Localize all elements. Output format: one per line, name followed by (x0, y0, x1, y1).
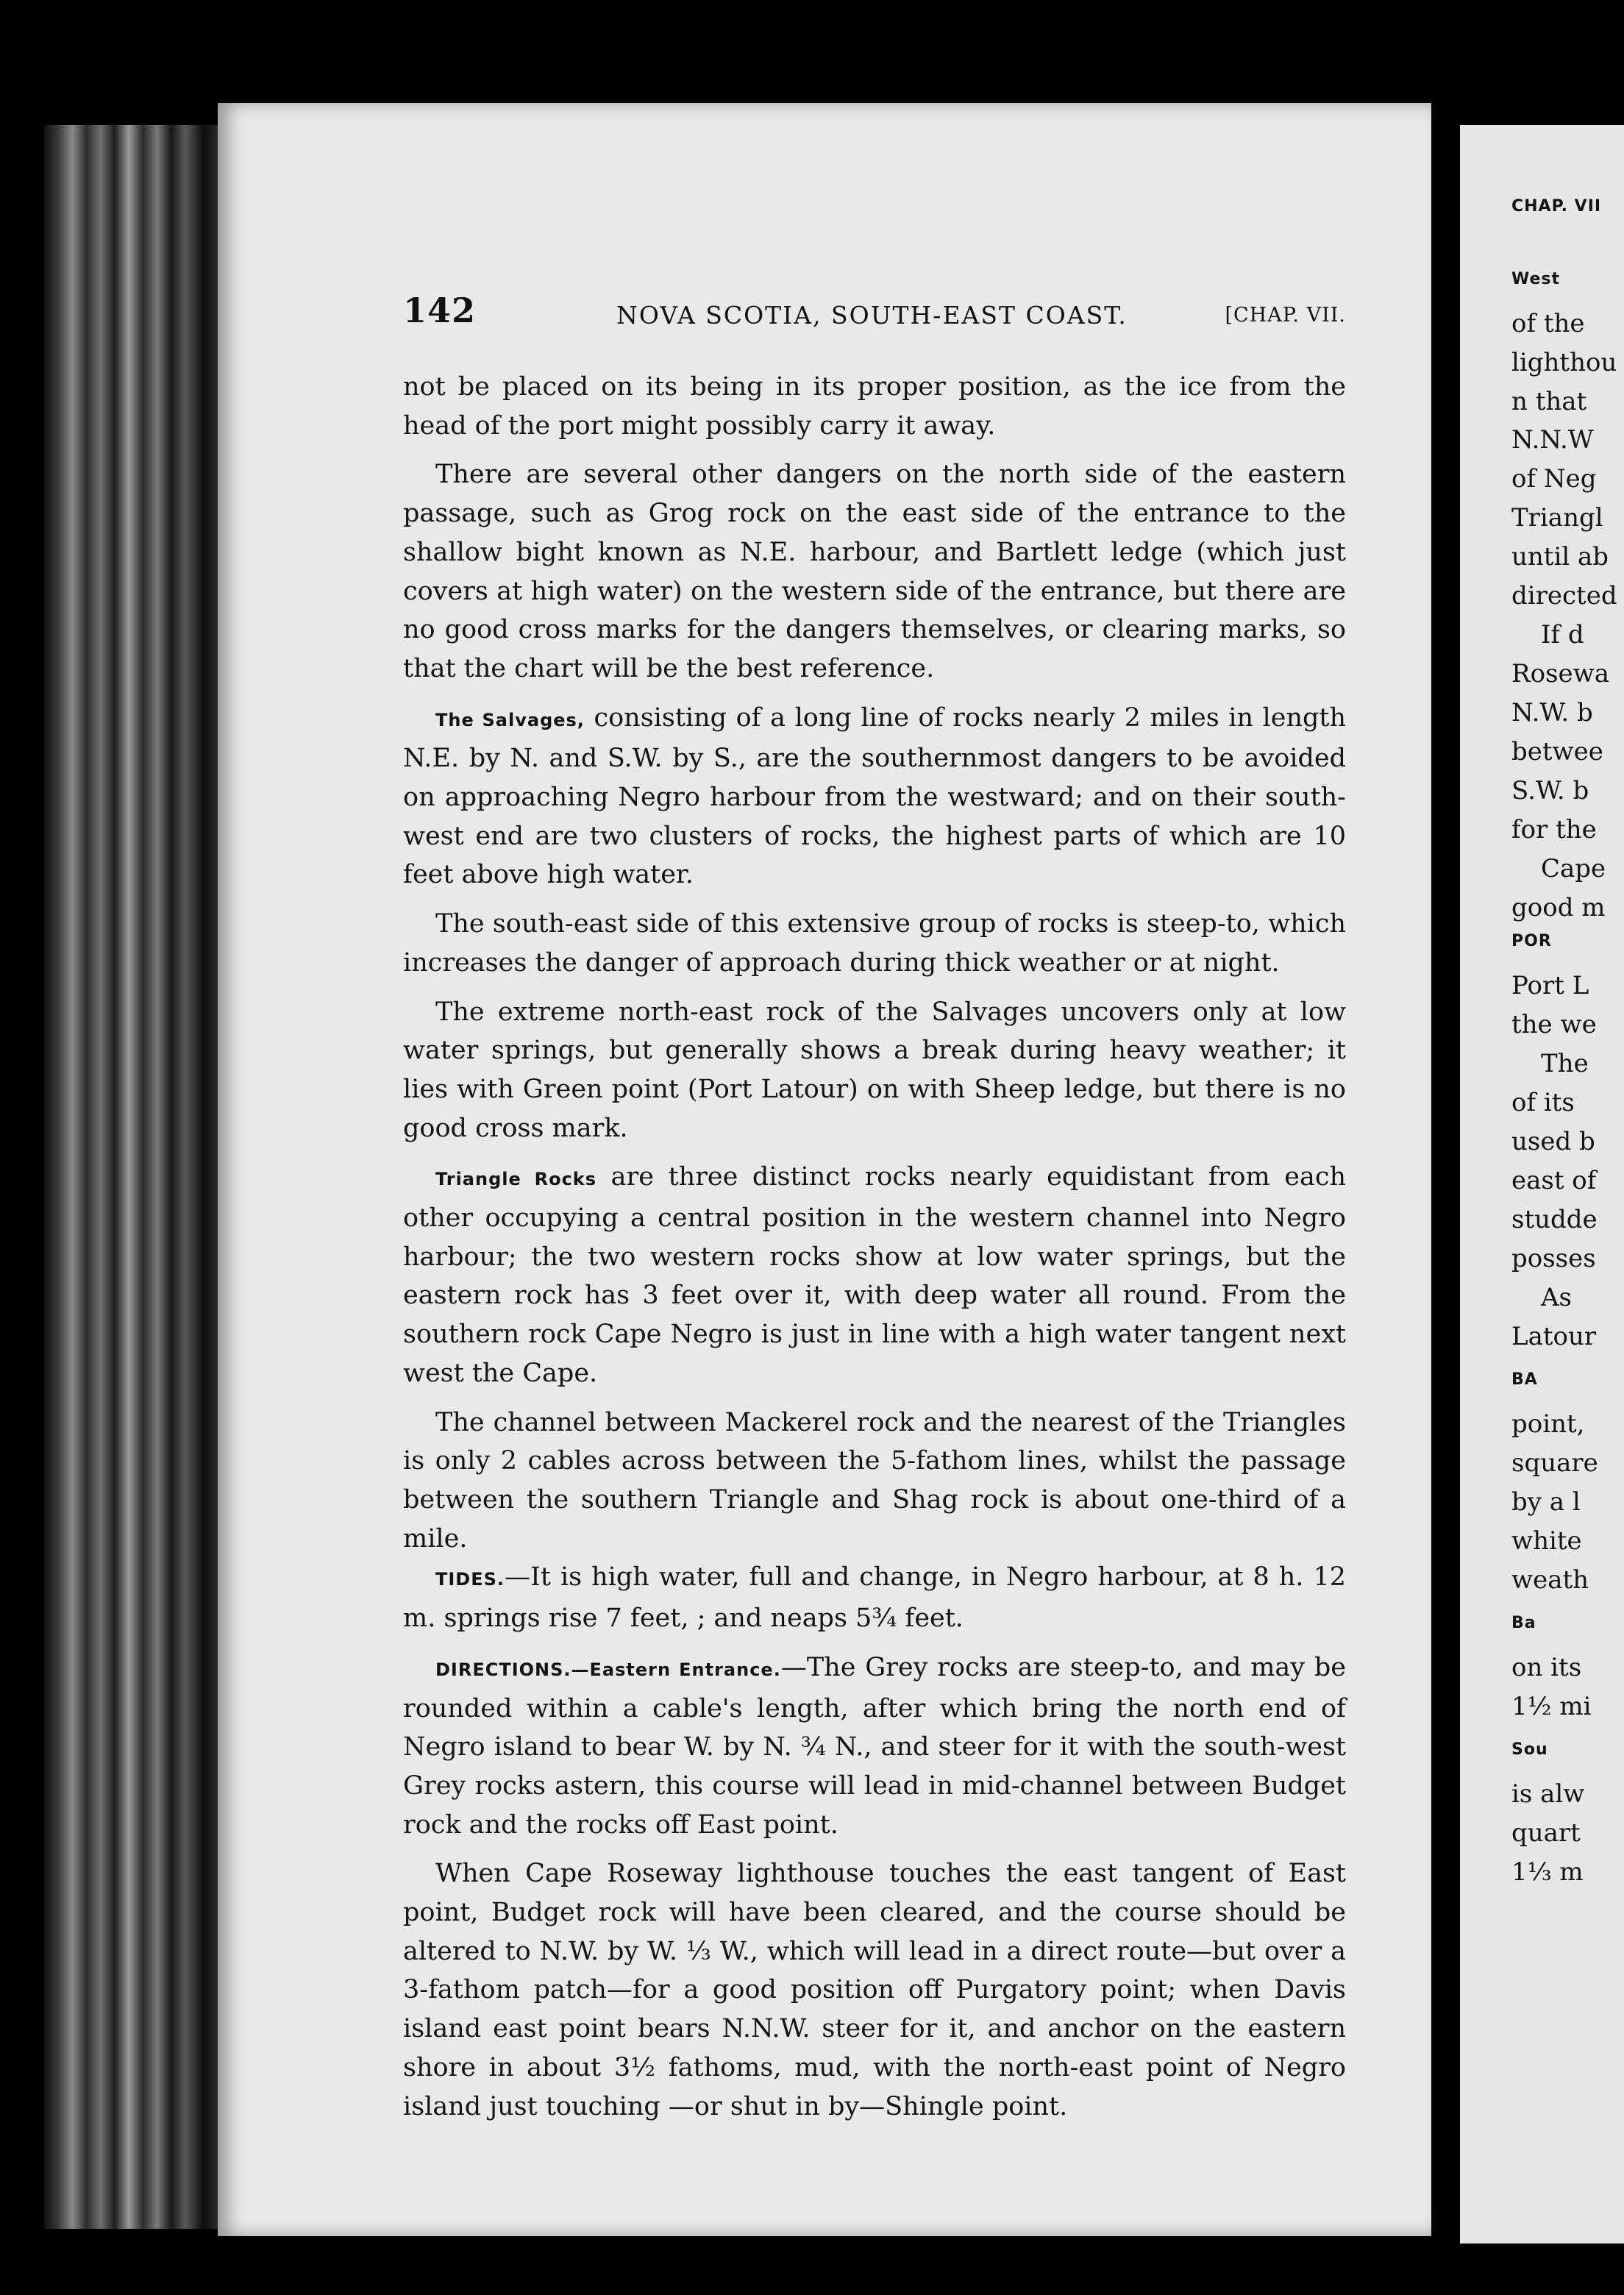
body-text (403, 368, 1346, 2126)
facing-page-line-fragment: quart (1511, 1818, 1581, 1848)
facing-page-line-fragment: Ba (1511, 1614, 1536, 1632)
facing-page-line-fragment: studde (1511, 1205, 1598, 1234)
facing-page-line-fragment: point, (1511, 1409, 1585, 1439)
running-title: NOVA SCOTIA, SOUTH-EAST COAST. (616, 301, 1128, 330)
facing-page-line-fragment: N.W. b (1511, 698, 1593, 727)
facing-page-line-fragment: The (1541, 1049, 1589, 1078)
facing-page-line-fragment: square (1511, 1448, 1598, 1478)
facing-page-line-fragment: CHAP. VII (1511, 197, 1602, 216)
paragraph: The Salvages, consisting of a long line of rocks nearly 2 miles in length N.E. by N. and S.W. by S., are the southernmost dangers to be avoided on approaching Negro harbour from the westward; and on their south-west end are two clusters of rocks, the highest parts of which are 10 feet above high water. (403, 702, 1346, 890)
facing-page-line-fragment: As (1541, 1283, 1573, 1312)
facing-page-line-fragment: used b (1511, 1127, 1595, 1156)
facing-page-line-fragment: the we (1511, 1010, 1597, 1039)
paragraph: The south-east side of this extensive group of rocks is steep-to, which increases the danger of approach during thick weather or at night. (403, 909, 1346, 978)
facing-page-line-fragment: West (1511, 270, 1561, 288)
facing-page-line-fragment: 1⅓ m (1511, 1857, 1584, 1887)
facing-page-line-fragment: BA (1511, 1370, 1538, 1389)
paragraph-lead-heading: The Salvages, (435, 709, 585, 730)
page-number: 142 (403, 291, 477, 330)
paragraph: The channel between Mackerel rock and the nearest of the Triangles is only 2 cables across between the 5-fathom lines, whilst the passage between the southern Triangle and Shag rock is about one-third of a mile. (403, 1407, 1346, 1554)
facing-page-line-fragment: Sou (1511, 1740, 1548, 1759)
facing-page-line-fragment: POR (1511, 932, 1552, 950)
paragraph: not be placed on its being in its proper position, as the ice from the head of the port might possibly carry it away. (403, 372, 1346, 441)
facing-page-line-fragment: Cape (1541, 854, 1606, 883)
right-book-page (1460, 125, 1624, 2244)
paragraph: There are several other dangers on the north side of the eastern passage, such as Grog rock on the east side of the entrance to the shallow bight known as N.E. harbour, and Bartlett ledge (which just covers at high water) on the western side of the entrance, but there are no good cross marks for the dangers themselves, or clearing marks, so that the chart will be the best reference. (403, 460, 1346, 683)
chapter-reference: [CHAP. VII. (1225, 304, 1346, 327)
paragraph-lead-heading: DIRECTIONS.—Eastern Entrance. (435, 1659, 781, 1680)
facing-page-line-fragment: lighthou (1511, 348, 1617, 377)
facing-page-line-fragment: If d (1541, 620, 1584, 650)
facing-page-line-fragment: east of (1511, 1166, 1597, 1195)
facing-page-line-fragment: Rosewa (1511, 659, 1610, 688)
facing-page-line-fragment: for the (1511, 815, 1597, 844)
page-header (403, 291, 1346, 335)
facing-page-line-fragment: betwee (1511, 737, 1603, 766)
facing-page-line-fragment: Latour (1511, 1322, 1597, 1351)
facing-page-line-fragment: n that (1511, 387, 1587, 416)
book-page-edges (44, 125, 221, 2229)
facing-page-line-fragment: posses (1511, 1244, 1596, 1273)
facing-page-line-fragment: N.N.W (1511, 425, 1594, 455)
paragraph: TIDES.—It is high water, full and change, in Negro harbour, at 8 h. 12 m. springs rise 7 feet, ; and neaps 5¾ feet. (403, 1562, 1346, 1634)
facing-page-line-fragment: of its (1511, 1088, 1575, 1117)
facing-page-line-fragment: until ab (1511, 542, 1609, 572)
facing-page-line-fragment: S.W. b (1511, 776, 1589, 805)
facing-page-line-fragment: white (1511, 1526, 1582, 1556)
facing-page-line-fragment: Triangl (1511, 503, 1603, 533)
facing-page-line-fragment: of the (1511, 309, 1585, 338)
paragraph-lead-heading: Triangle Rocks (435, 1169, 597, 1190)
facing-page-line-fragment: weath (1511, 1565, 1589, 1595)
facing-page-line-fragment: good m (1511, 893, 1606, 922)
facing-page-line-fragment: directed (1511, 581, 1617, 611)
facing-page-line-fragment: is alw (1511, 1779, 1585, 1809)
facing-page-line-fragment: 1½ mi (1511, 1692, 1592, 1721)
paragraph-lead-heading: TIDES. (435, 1569, 505, 1590)
facing-page-line-fragment: of Neg (1511, 464, 1597, 494)
paragraph: Triangle Rocks are three distinct rocks nearly equidistant from each other occupying a central position in the western channel into Negro harbour; the two western rocks show at low water springs, but the eastern rock has 3 feet over it, with deep water all round. From the southern rock Cape Negro is just in line with a high water tangent next west the Cape. (403, 1162, 1346, 1388)
paragraph: DIRECTIONS.—Eastern Entrance.—The Grey rocks are steep-to, and may be rounded within a cable's length, after which bring the north end of Negro island to bear W. by N. ¾ N., and steer for it with the south-west Grey rocks astern, this course will lead in mid-channel between Budget rock and the rocks off East point. (403, 1652, 1346, 1840)
paragraph: The extreme north-east rock of the Salvages uncovers only at low water springs, but generally shows a break during heavy weather; it lies with Green point (Port Latour) on with Sheep ledge, but there is no good cross mark. (403, 997, 1346, 1143)
facing-page-line-fragment: Port L (1511, 971, 1589, 1000)
facing-page-line-fragment: on its (1511, 1653, 1582, 1682)
paragraph: When Cape Roseway lighthouse touches the east tangent of East point, Budget rock will have been cleared, and the course should be altered to N.W. by W. ⅓ W., which will lead in a direct route—but over a 3-fathom patch—for a good position off Purgatory point; when Davis island east point bears N.N.W. steer for it, and anchor on the eastern shore in about 3½ fathoms, mud, with the north-east point of Negro island just touching —or shut in by—Shingle point. (403, 1859, 1346, 2121)
facing-page-line-fragment: by a l (1511, 1487, 1581, 1517)
